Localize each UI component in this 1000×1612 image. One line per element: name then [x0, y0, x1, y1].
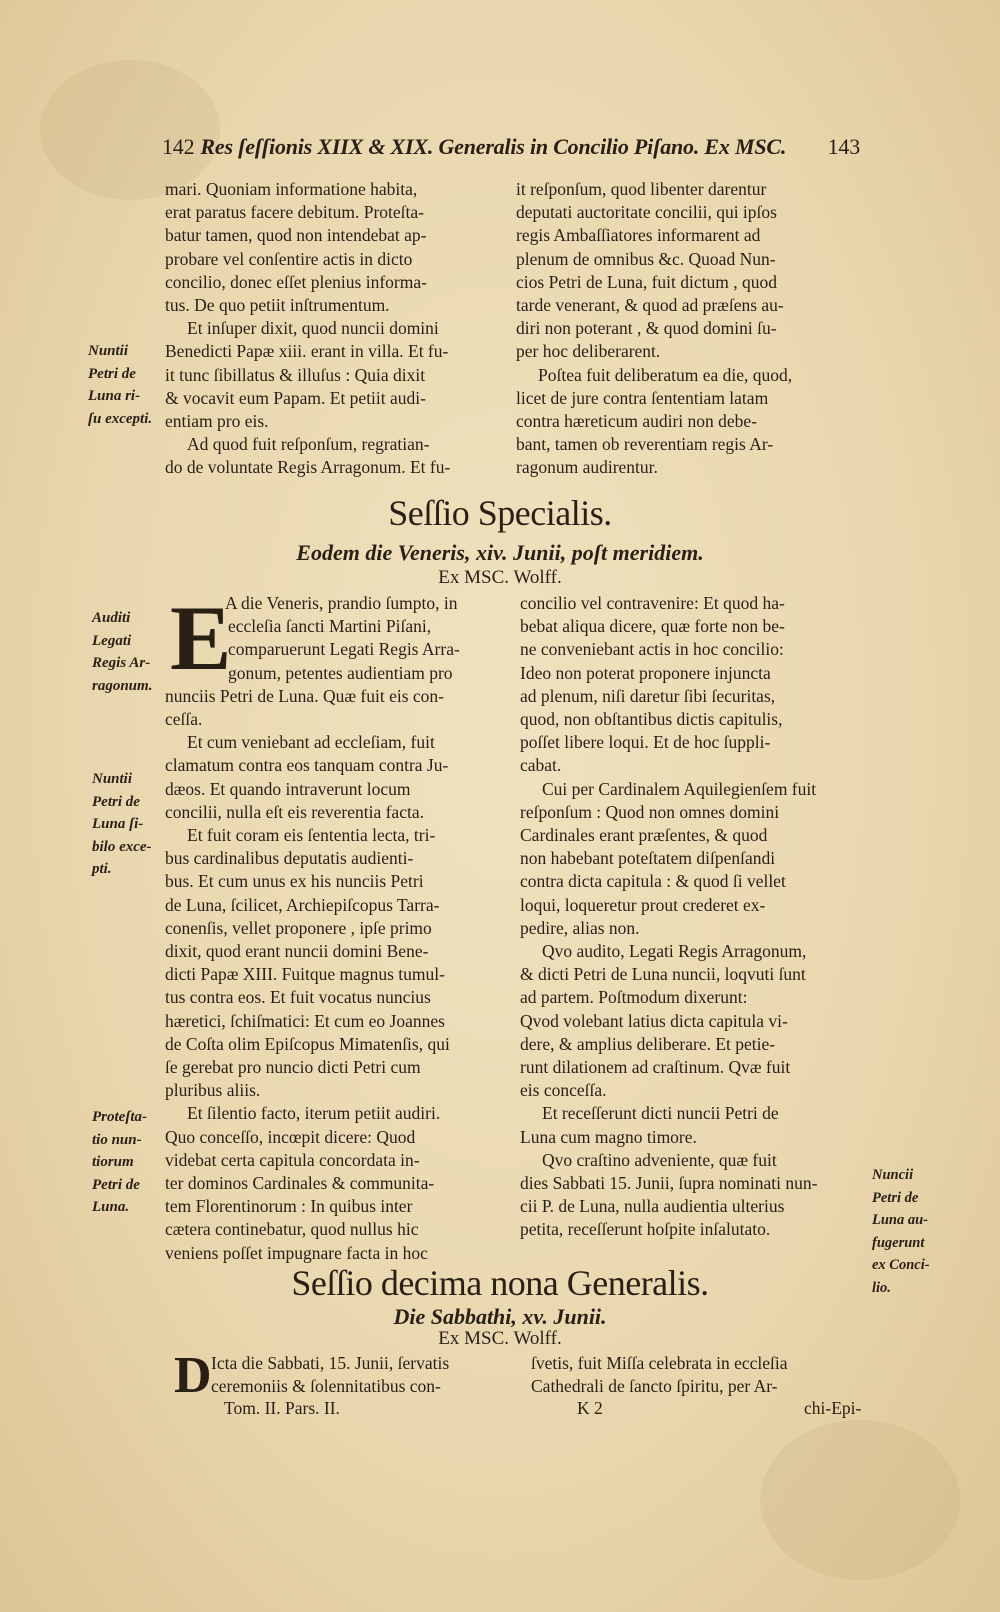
margin-line: Petri de [92, 793, 140, 810]
text-line: bant, tamen ob reverentiam regis Ar- [516, 434, 774, 455]
text-line: contra hæreticum audiri non debe- [516, 411, 758, 432]
bottom-right-column [531, 1352, 788, 1398]
text-line: pedire, alias non. [520, 917, 640, 938]
text-line: bus. Et cum unus ex his nunciis Petri [165, 871, 424, 892]
margin-note [92, 1106, 147, 1219]
margin-line: Luna au- [872, 1212, 929, 1228]
section-heading: Seſſio decima nona Generalis. [291, 1263, 709, 1303]
margin-line: Luna. [92, 1199, 130, 1215]
section-source: Ex MSC. Wolff. [438, 1328, 562, 1349]
margin-line: Nuntii [88, 343, 129, 359]
margin-line: Luna ſi- [92, 816, 144, 832]
text-line: contra dicta capitula : & quod ſi vellet [520, 871, 786, 892]
margin-line: lio. [872, 1279, 891, 1296]
text-line: clamatum contra eos tanquam contra Ju- [165, 755, 449, 776]
text-line: tarde venerant, & quod ad præſens au- [516, 295, 784, 316]
margin-line: pti. [92, 861, 112, 877]
text-line: & dicti Petri de Luna nuncii, loqvuti ſunt [520, 964, 806, 985]
text-line: deputati auctoritate concilii, qui ipſos [516, 202, 777, 223]
text-line: eccleſia ſancti Martini Piſani, [228, 616, 432, 637]
margin-line: Petri de [872, 1189, 919, 1206]
text-line: Luna cum magno timore. [520, 1126, 697, 1147]
text-line: it tunc ſibillatus & illuſus : Quia dixit [165, 364, 426, 385]
text-line: Ad quod fuit reſponſum, regratian- [187, 434, 430, 455]
margin-line: Petri de [92, 1176, 140, 1193]
page-number-right: 143 [827, 134, 860, 159]
text-line: ſvetis, fuit Miſſa celebrata in eccleſia [531, 1353, 788, 1373]
text-line: comparuerunt Legati Regis Arra- [228, 639, 460, 660]
margin-line: fugerunt [872, 1234, 925, 1251]
margin-line: Regis Ar- [92, 655, 151, 671]
text-line: Qvod volebant latius dicta capitula vi- [520, 1010, 788, 1031]
text-line: Icta die Sabbati, 15. Junii, ſervatis [211, 1353, 450, 1373]
margin-note [92, 768, 152, 881]
text-line: entiam pro eis. [165, 411, 269, 432]
section-heading: Seſſio Specialis. [388, 493, 612, 533]
section-subheading: Eodem die Veneris, xiv. Junii, poſt meridiem. [296, 540, 704, 565]
text-line: bus cardinalibus deputatis audienti- [165, 848, 414, 869]
margin-line: Luna ri- [88, 388, 141, 404]
text-line: Ideo non poterat proponere injuncta [520, 662, 771, 683]
text-line: Poſtea fuit deliberatum ea die, quod, [538, 364, 793, 385]
margin-line: Petri de [88, 365, 136, 382]
text-line: de Luna, ſcilicet, Archiepiſcopus Tarra- [165, 894, 440, 915]
margin-line: Nuncii [872, 1167, 914, 1183]
text-line: poſſet libere loqui. Et de hoc ſuppli- [520, 732, 771, 753]
text-line: ad plenum, niſi daretur ſibi ſecuritas, [520, 685, 776, 706]
drop-cap: E [170, 587, 232, 689]
text-line: videbat certa capitula concordata in- [165, 1149, 420, 1170]
mid-left-column [165, 587, 460, 1265]
volume-footer: Tom. II. Pars. II. [224, 1398, 340, 1418]
margin-line: tio nun- [92, 1131, 142, 1148]
mid-right-column [520, 592, 817, 1242]
text-line: plenum de omnibus &c. Quoad Nun- [516, 248, 776, 269]
paper-stain [760, 1420, 960, 1580]
margin-line: bilo exce- [92, 838, 152, 855]
text-line: tus. De quo petiit inſtrumentum. [165, 295, 390, 316]
text-line: ceremoniis & ſolennitatibus con- [211, 1376, 441, 1397]
text-line: quod, non obſtantibus dictis capitulis, [520, 709, 783, 730]
margin-line: tiorum [92, 1154, 134, 1170]
text-line: & vocavit eum Papam. Et petiit audi- [165, 387, 426, 408]
text-line: per hoc deliberarent. [516, 341, 661, 362]
text-line: runt dilationem ad craſtinum. Qvæ fuit [520, 1057, 791, 1078]
text-line: concilii, nulla eſt eis reverentia facta. [165, 801, 424, 822]
text-line: Et fuit coram eis ſententia lecta, tri- [187, 825, 436, 846]
text-line: Et cum veniebant ad eccleſiam, fuit [187, 732, 435, 753]
text-line: dicti Papæ XIII. Fuitque magnus tumul- [165, 964, 445, 985]
text-line: cabat. [520, 755, 562, 776]
section-source: Ex MSC. Wolff. [438, 567, 562, 588]
text-line: mari. Quoniam informatione habita, [165, 179, 418, 199]
text-line: Qvo craſtino adveniente, quæ fuit [542, 1149, 777, 1170]
running-title: Res ſeſſionis XIIX & XIX. Generalis in Concilio Piſano. Ex MSC. [200, 134, 787, 159]
text-line: ter dominos Cardinales & communita- [165, 1173, 435, 1194]
page-number-left: 142 [162, 134, 195, 159]
margin-line: Auditi [92, 610, 131, 626]
text-line: reſponſum : Quod non omnes domini [520, 801, 780, 822]
text-line: dies Sabbati 15. Junii, ſupra nominati nun- [520, 1173, 818, 1194]
text-line: diri non poterant , & quod domini ſu- [516, 318, 777, 339]
catchword: chi-Epi- [804, 1398, 862, 1418]
margin-note [92, 607, 152, 697]
margin-line: ex Conci- [872, 1257, 930, 1273]
text-line: Et receſſerunt dicti nuncii Petri de [542, 1103, 779, 1124]
margin-line: ragonum. [92, 677, 153, 694]
margin-note [88, 340, 152, 430]
text-line: veniens poſſet impugnare facta in hoc [165, 1242, 428, 1263]
text-line: nunciis Petri de Luna. Quæ fuit eis con- [165, 685, 444, 706]
text-line: bebat aliqua dicere, quæ forte non be- [520, 616, 785, 637]
text-line: concilio, donec eſſet plenius informa- [165, 271, 427, 292]
text-line: cii P. de Luna, nulla audientia ulterius [520, 1196, 785, 1217]
text-line: dixit, quod erant nuncii domini Bene- [165, 941, 429, 962]
running-header [162, 134, 860, 168]
text-line: cios Petri de Luna, fuit dictum , quod [516, 271, 777, 292]
section-subheading: Die Sabbathi, xv. Junii. [393, 1304, 607, 1329]
text-line: loqui, loqueretur prout crederet ex- [520, 894, 766, 915]
text-line: probare vel conſentire actis in dicto [165, 248, 413, 269]
text-line: Cardinales erant præſentes, & quod [520, 825, 768, 846]
margin-line: Legati [92, 632, 132, 649]
text-line: petita, receſſerunt hoſpite inſalutato. [520, 1219, 771, 1240]
text-line: tus contra eos. Et fuit vocatus nuncius [165, 987, 431, 1008]
text-line: de Coſta olim Epiſcopus Mimatenſis, qui [165, 1033, 450, 1054]
text-line: A die Veneris, prandio ſumpto, in [225, 593, 458, 613]
text-line: conenſis, vellet proponere , ipſe primo [165, 917, 432, 938]
top-left-column [165, 178, 450, 480]
text-line: ad partem. Poſtmodum dixerunt: [520, 987, 748, 1008]
text-line: pluribus aliis. [165, 1080, 261, 1101]
text-line: non habebant poteſtatem diſpenſandi [520, 848, 776, 869]
text-line: Benedicti Papæ xiii. erant in villa. Et fu- [165, 341, 449, 362]
text-line: cætera continebatur, quod nullus hic [165, 1219, 419, 1240]
text-line: do de voluntate Regis Arragonum. Et fu- [165, 457, 451, 478]
text-line: concilio vel contravenire: Et quod ha- [520, 593, 785, 613]
text-line: ragonum audirentur. [516, 457, 658, 478]
text-line: batur tamen, quod non intendebat ap- [165, 225, 427, 246]
text-line: it reſponſum, quod libenter darentur [516, 179, 767, 199]
text-line: dere, & amplius deliberare. Et petie- [520, 1033, 776, 1054]
text-line: eis conceſſa. [520, 1080, 607, 1101]
text-line: erat paratus facere debitum. Proteſta- [165, 202, 424, 223]
text-line: Cui per Cardinalem Aquilegienſem fuit [542, 778, 817, 799]
text-line: tem Florentinorum : In quibus inter [165, 1196, 413, 1217]
text-line: Et inſuper dixit, quod nuncii domini [187, 318, 439, 339]
text-line: Quo conceſſo, incœpit dicere: Quod [165, 1126, 416, 1147]
text-line: ne conveniebant actis in hoc concilio: [520, 639, 784, 660]
signature-mark: K 2 [577, 1398, 603, 1418]
text-line: gonum, petentes audientiam pro [228, 662, 453, 683]
margin-line: Nuntii [92, 771, 133, 787]
bottom-left-column [211, 1352, 449, 1398]
margin-line: Proteſta- [92, 1109, 147, 1125]
text-line: Et ſilentio facto, iterum petiit audiri. [187, 1103, 441, 1124]
text-line: Cathedrali de ſancto ſpiritu, per Ar- [531, 1376, 778, 1397]
text-line: licet de jure contra ſententiam latam [516, 387, 769, 408]
text-line: dæos. Et quando intraverunt locum [165, 778, 411, 799]
top-right-column [516, 178, 792, 480]
text-line: ſe gerebat pro nuncio dicti Petri cum [165, 1057, 421, 1078]
text-line: ceſſa. [165, 709, 203, 730]
drop-cap: D [174, 1347, 212, 1404]
text-line: Qvo audito, Legati Regis Arragonum, [542, 941, 807, 962]
text-line: regis Ambaſſiatores informarent ad [516, 225, 761, 246]
margin-line: ſu excepti. [88, 410, 153, 427]
text-line: hæretici, ſchiſmatici: Et cum eo Joannes [165, 1010, 445, 1031]
